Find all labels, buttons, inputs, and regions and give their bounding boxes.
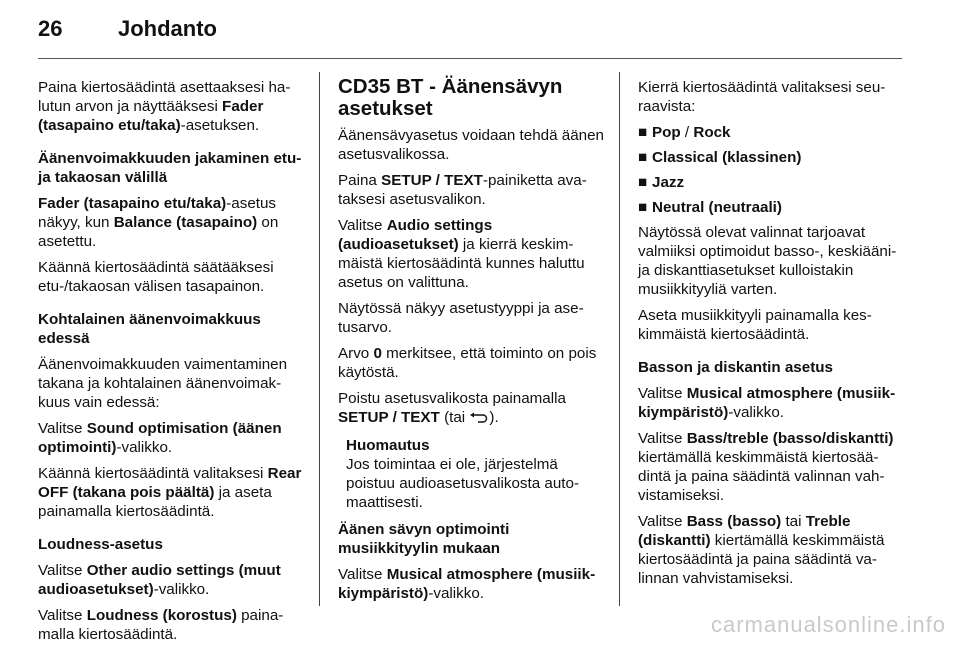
paragraph: Äänenvoimakkuuden vaimentaminen takana ja kohtalainen äänenvoimakkuus vain edessä:: [38, 356, 288, 411]
section-title: CD35 BT - Äänensävyn asetukset: [338, 75, 563, 120]
paragraph: Kierrä kiertosäädintä valitaksesi seuraavista:: [638, 79, 886, 115]
list-item: ■ Classical (klassinen): [638, 149, 802, 166]
column-3: [638, 78, 904, 595]
section-heading: Kohtalainen äänenvoimakkuus edessä: [38, 311, 261, 347]
list-item: ■ Pop / Rock: [638, 124, 731, 141]
note-box: [338, 436, 604, 512]
return-arrow-icon: [469, 410, 489, 429]
page-header: [38, 16, 217, 50]
note-title: Huomautus: [346, 437, 430, 454]
watermark: carmanualsonline.info: [710, 612, 946, 637]
column-divider-1: [319, 72, 320, 606]
paragraph: Äänensävyasetus voidaan tehdä äänen asetusvalikossa.: [338, 127, 604, 163]
column-1: [38, 78, 304, 651]
note-text: Jos toimintaa ei ole, järjestelmä poistuu audioasetusvalikosta automaattisesti.: [346, 456, 580, 511]
paragraph: Valitse Other audio settings (muut audioasetukset)-valikko.: [38, 562, 281, 598]
paragraph: Valitse Musical atmosphere (musiikkiympäristö)-valikko.: [338, 566, 596, 602]
section-heading: Loudness-asetus: [38, 536, 163, 553]
section-heading: Äänenvoimakkuuden jakaminen etu- ja takaosan välillä: [38, 150, 302, 186]
paragraph: Fader (tasapaino etu/taka)-asetus näkyy, kun Balance (tasapaino) on asetettu.: [38, 195, 279, 250]
paragraph: Valitse Audio settings (audioasetukset) ja kierrä keskimmäistä kiertosäädintä kunnes haluttu asetus on valittuna.: [338, 217, 585, 291]
paragraph: Paina SETUP / TEXT-painiketta avataksesi asetusvalikon.: [338, 172, 587, 208]
paragraph: Valitse Loudness (korostus) painamalla kiertosäädintä.: [38, 607, 284, 643]
paragraph: Näytössä olevat valinnat tarjoavat valmiiksi optimoidut basso-, keskiääni- ja diskanttiasetukset kulloistakin musiikkityyliä varten.: [638, 224, 897, 298]
bullet-icon: ■: [638, 174, 648, 191]
bullet-icon: ■: [638, 149, 648, 166]
paragraph: Valitse Musical atmosphere (musiikkiympäristö)-valikko.: [638, 385, 896, 421]
bullet-icon: ■: [638, 199, 648, 216]
column-2: [338, 76, 604, 610]
list-item: ■ Jazz: [638, 174, 685, 191]
paragraph: Aseta musiikkityyli painamalla keskimmäistä kiertosäädintä.: [638, 307, 872, 343]
paragraph: Valitse Bass (basso) tai Treble (diskantti) kiertämällä keskimmäistä kiertosäädintä ja paina säädintä valinnan vahvistamiseksi.: [638, 513, 885, 587]
paragraph: Näytössä näkyy asetustyyppi ja asetusarvo.: [338, 300, 584, 336]
bullet-icon: ■: [638, 124, 648, 141]
list-item: ■ Neutral (neutraali): [638, 199, 782, 216]
column-divider-2: [619, 72, 620, 606]
paragraph: Paina kiertosäädintä asettaaksesi halutun arvon ja näyttääksesi Fader (tasapaino etu/taka)-asetuksen.: [38, 79, 291, 134]
paragraph: Valitse Sound optimisation (äänen optimointi)-valikko.: [38, 420, 282, 456]
paragraph: Arvo 0 merkitsee, että toiminto on pois käytöstä.: [338, 345, 597, 381]
header-divider: [38, 58, 902, 59]
paragraph: Valitse Bass/treble (basso/diskantti) kiertämällä keskimmäistä kiertosäädintä ja paina säädintä valinnan vahvistamiseksi.: [638, 430, 894, 504]
chapter-title: Johdanto: [118, 16, 217, 41]
paragraph: Käännä kiertosäädintä valitaksesi Rear OFF (takana pois päältä) ja aseta painamalla kiertosäädintä.: [38, 465, 302, 520]
section-heading: Basson ja diskantin asetus: [638, 359, 833, 376]
page-number: 26: [38, 16, 63, 41]
paragraph: Poistu asetusvalikosta painamalla SETUP / TEXT (tai ).: [338, 389, 604, 429]
paragraph: Käännä kiertosäädintä säätääksesi etu-/takaosan välisen tasapainon.: [38, 259, 274, 295]
section-heading: Äänen sävyn optimointi musiikkityylin mukaan: [338, 521, 510, 557]
